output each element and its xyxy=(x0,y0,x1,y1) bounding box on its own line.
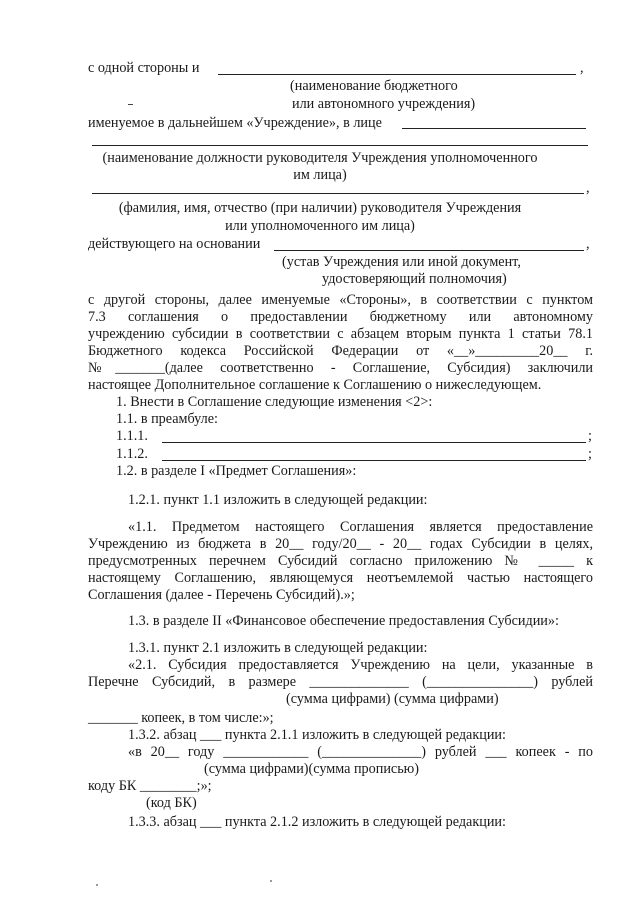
caption-charter-cont: удостоверяющий полномочия) xyxy=(322,271,507,287)
party-one-label: с одной стороны и xyxy=(88,60,200,76)
paragraph-line: с другой стороны, далее именуемые «Стороны», в соответствии с пунктом xyxy=(88,292,593,308)
item-1-3-3: 1.3.3. абзац ___ пункта 2.1.2 изложить в следующей редакции: xyxy=(128,814,506,830)
kopeks-line: _______ копеек, в том числе:»; xyxy=(88,710,274,726)
semicolon: ; xyxy=(588,428,592,444)
caption-institution-type: или автономного учреждения) xyxy=(292,96,476,112)
comma: , xyxy=(580,60,584,76)
comma: , xyxy=(586,236,590,252)
comma: , xyxy=(586,180,590,196)
caption-fio: (фамилия, имя, отчество (при наличии) руководителя Учреждения xyxy=(118,200,522,216)
item-1-2: 1.2. в разделе I «Предмет Соглашения»: xyxy=(116,463,357,479)
scan-speck xyxy=(96,884,98,886)
caption-institution-name: (наименование бюджетного xyxy=(290,78,458,94)
quote-line: предусмотренных перечнем Субсидий согласно приложению № _____ к xyxy=(88,553,593,569)
paragraph-line: настоящее Дополнительное соглашение к Соглашению о нижеследующем. xyxy=(88,377,542,393)
item-1-3-2: 1.3.2. абзац ___ пункта 2.1.1 изложить в следующей редакции: xyxy=(128,727,506,743)
item-1-2-1: 1.2.1. пункт 1.1 изложить в следующей редакции: xyxy=(128,492,428,508)
fill-line xyxy=(218,74,576,75)
paragraph-line: Бюджетного кодекса Российской Федерации от «__»_________20__ г. xyxy=(88,343,593,359)
scan-speck xyxy=(270,880,272,882)
fill-line xyxy=(162,460,586,461)
quote-line: «2.1. Субсидия предоставляется Учреждению на цели, указанные в xyxy=(128,657,593,673)
fill-line xyxy=(402,128,586,129)
quote-line: настоящему Соглашению, являющемуся неотъемлемой частью настоящего xyxy=(88,570,593,586)
quote-line: Учреждению из бюджета в 20__ году/20__ - 20__ годах Субсидии в целях, xyxy=(88,536,593,552)
hereinafter-line: именуемое в дальнейшем «Учреждение», в лице xyxy=(88,115,382,131)
quote-line: «1.1. Предметом настоящего Соглашения является предоставление xyxy=(128,519,593,535)
fill-line xyxy=(92,145,588,146)
stray-mark xyxy=(128,104,133,105)
item-1: 1. Внести в Соглашение следующие изменения <2>: xyxy=(116,394,433,410)
item-1-1-1: 1.1.1. xyxy=(116,428,148,444)
basis-line: действующего на основании xyxy=(88,236,261,252)
item-1-3-1: 1.3.1. пункт 2.1 изложить в следующей редакции: xyxy=(128,640,428,656)
fill-line xyxy=(92,193,584,194)
quote-line: Перечне Субсидий, в размере ______________ (_______________) рублей xyxy=(88,674,593,690)
caption-bk: (код БК) xyxy=(146,795,197,811)
fill-line xyxy=(162,442,586,443)
year-line: «в 20__ году ____________ (______________) рублей ___ копеек - по xyxy=(128,744,593,760)
paragraph-line: учреждению субсидии в соответствии с абзацем вторым пункта 1 статьи 78.1 xyxy=(88,326,593,342)
quote-line: Соглашения (далее - Перечень Субсидий).»; xyxy=(88,587,355,603)
caption-sum: (сумма цифрами) (сумма цифрами) xyxy=(286,691,499,707)
caption-charter: (устав Учреждения или иной документ, xyxy=(282,254,521,270)
item-1-1-2: 1.1.2. xyxy=(116,446,148,462)
item-1-1: 1.1. в преамбуле: xyxy=(116,411,218,427)
fill-line xyxy=(274,250,584,251)
paragraph-line: 7.3 соглашения о предоставлении бюджетному или автономному xyxy=(88,309,593,325)
caption-fio-cont: или уполномоченного им лица) xyxy=(225,218,415,234)
semicolon: ; xyxy=(588,446,592,462)
paragraph-line: №_______(далее соответственно - Соглашение, Субсидия) заключили xyxy=(88,360,593,376)
caption-position: (наименование должности руководителя Учреждения уполномоченного xyxy=(102,150,538,166)
caption-sum-words: (сумма цифрами)(сумма прописью) xyxy=(204,761,420,777)
item-1-3: 1.3. в разделе II «Финансовое обеспечение предоставления Субсидии»: xyxy=(128,613,559,629)
party-one-line xyxy=(88,60,199,77)
caption-position-cont: им лица) xyxy=(293,167,347,183)
bk-code-line: коду БК ________;»; xyxy=(88,778,212,794)
